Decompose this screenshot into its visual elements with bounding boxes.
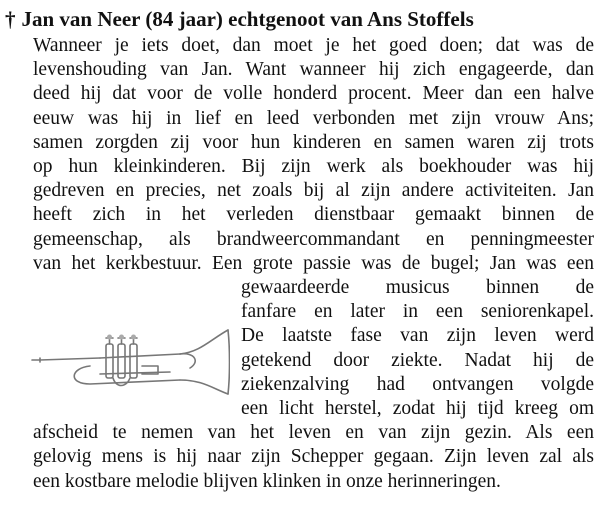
- obituary-body: [33, 34, 594, 494]
- obituary-title: [5, 6, 474, 32]
- text-line: gemeenschap, als brandweercommandant en penningmeester: [33, 228, 594, 250]
- text-line: gewaardeerde musicus binnen de: [241, 277, 594, 299]
- text-line: gelovig mens is hij naar zijn Schepper gegaan. Zijn leven zal als: [33, 446, 594, 468]
- text-line: fanfare en later in een seniorenkapel.: [241, 301, 594, 323]
- text-line: levenshouding van Jan. Want wanneer hij zich engageerde, dan: [33, 59, 594, 81]
- text-line: samen zorgden zij voor hun kinderen en samen waren zij trots: [33, 131, 594, 153]
- text-line: heeft zich in het verleden dienstbaar gemaakt binnen de: [33, 204, 594, 226]
- text-line: afscheid te nemen van het leven en van zijn gezin. Als een: [33, 422, 594, 444]
- text-line: deed hij dat voor de volle honderd procent. Meer dan een halve: [33, 83, 594, 105]
- text-line: van het kerkbestuur. Een grote passie was de bugel; Jan was een: [33, 252, 594, 274]
- text-line: Wanneer je iets doet, dan moet je het goed doen; dat was de: [33, 35, 594, 56]
- title-text: Jan van Neer (84 jaar) echtgenoot van Ans Stoffels: [21, 7, 474, 31]
- text-line: eeuw was hij in lief en leed verbonden met zijn vrouw Ans;: [33, 107, 594, 129]
- text-line: een kostbare melodie blijven klinken in onze herinneringen.: [33, 470, 501, 492]
- text-line: op hun kleinkinderen. Bij zijn werk als boekhouder was hij: [33, 156, 594, 178]
- flugelhorn-icon: [30, 318, 230, 396]
- text-line: ziekenzalving had ontvangen volgde: [241, 373, 594, 395]
- text-line: een licht herstel, zodat hij tijd kreeg om: [241, 398, 594, 420]
- cross-symbol: †: [5, 7, 16, 31]
- text-line: De laatste fase van zijn leven werd: [241, 325, 594, 347]
- text-line: getekend door ziekte. Nadat hij de: [241, 349, 594, 371]
- text-line: gedreven en precies, net zoals bij al zijn andere activiteiten. Jan: [33, 180, 594, 202]
